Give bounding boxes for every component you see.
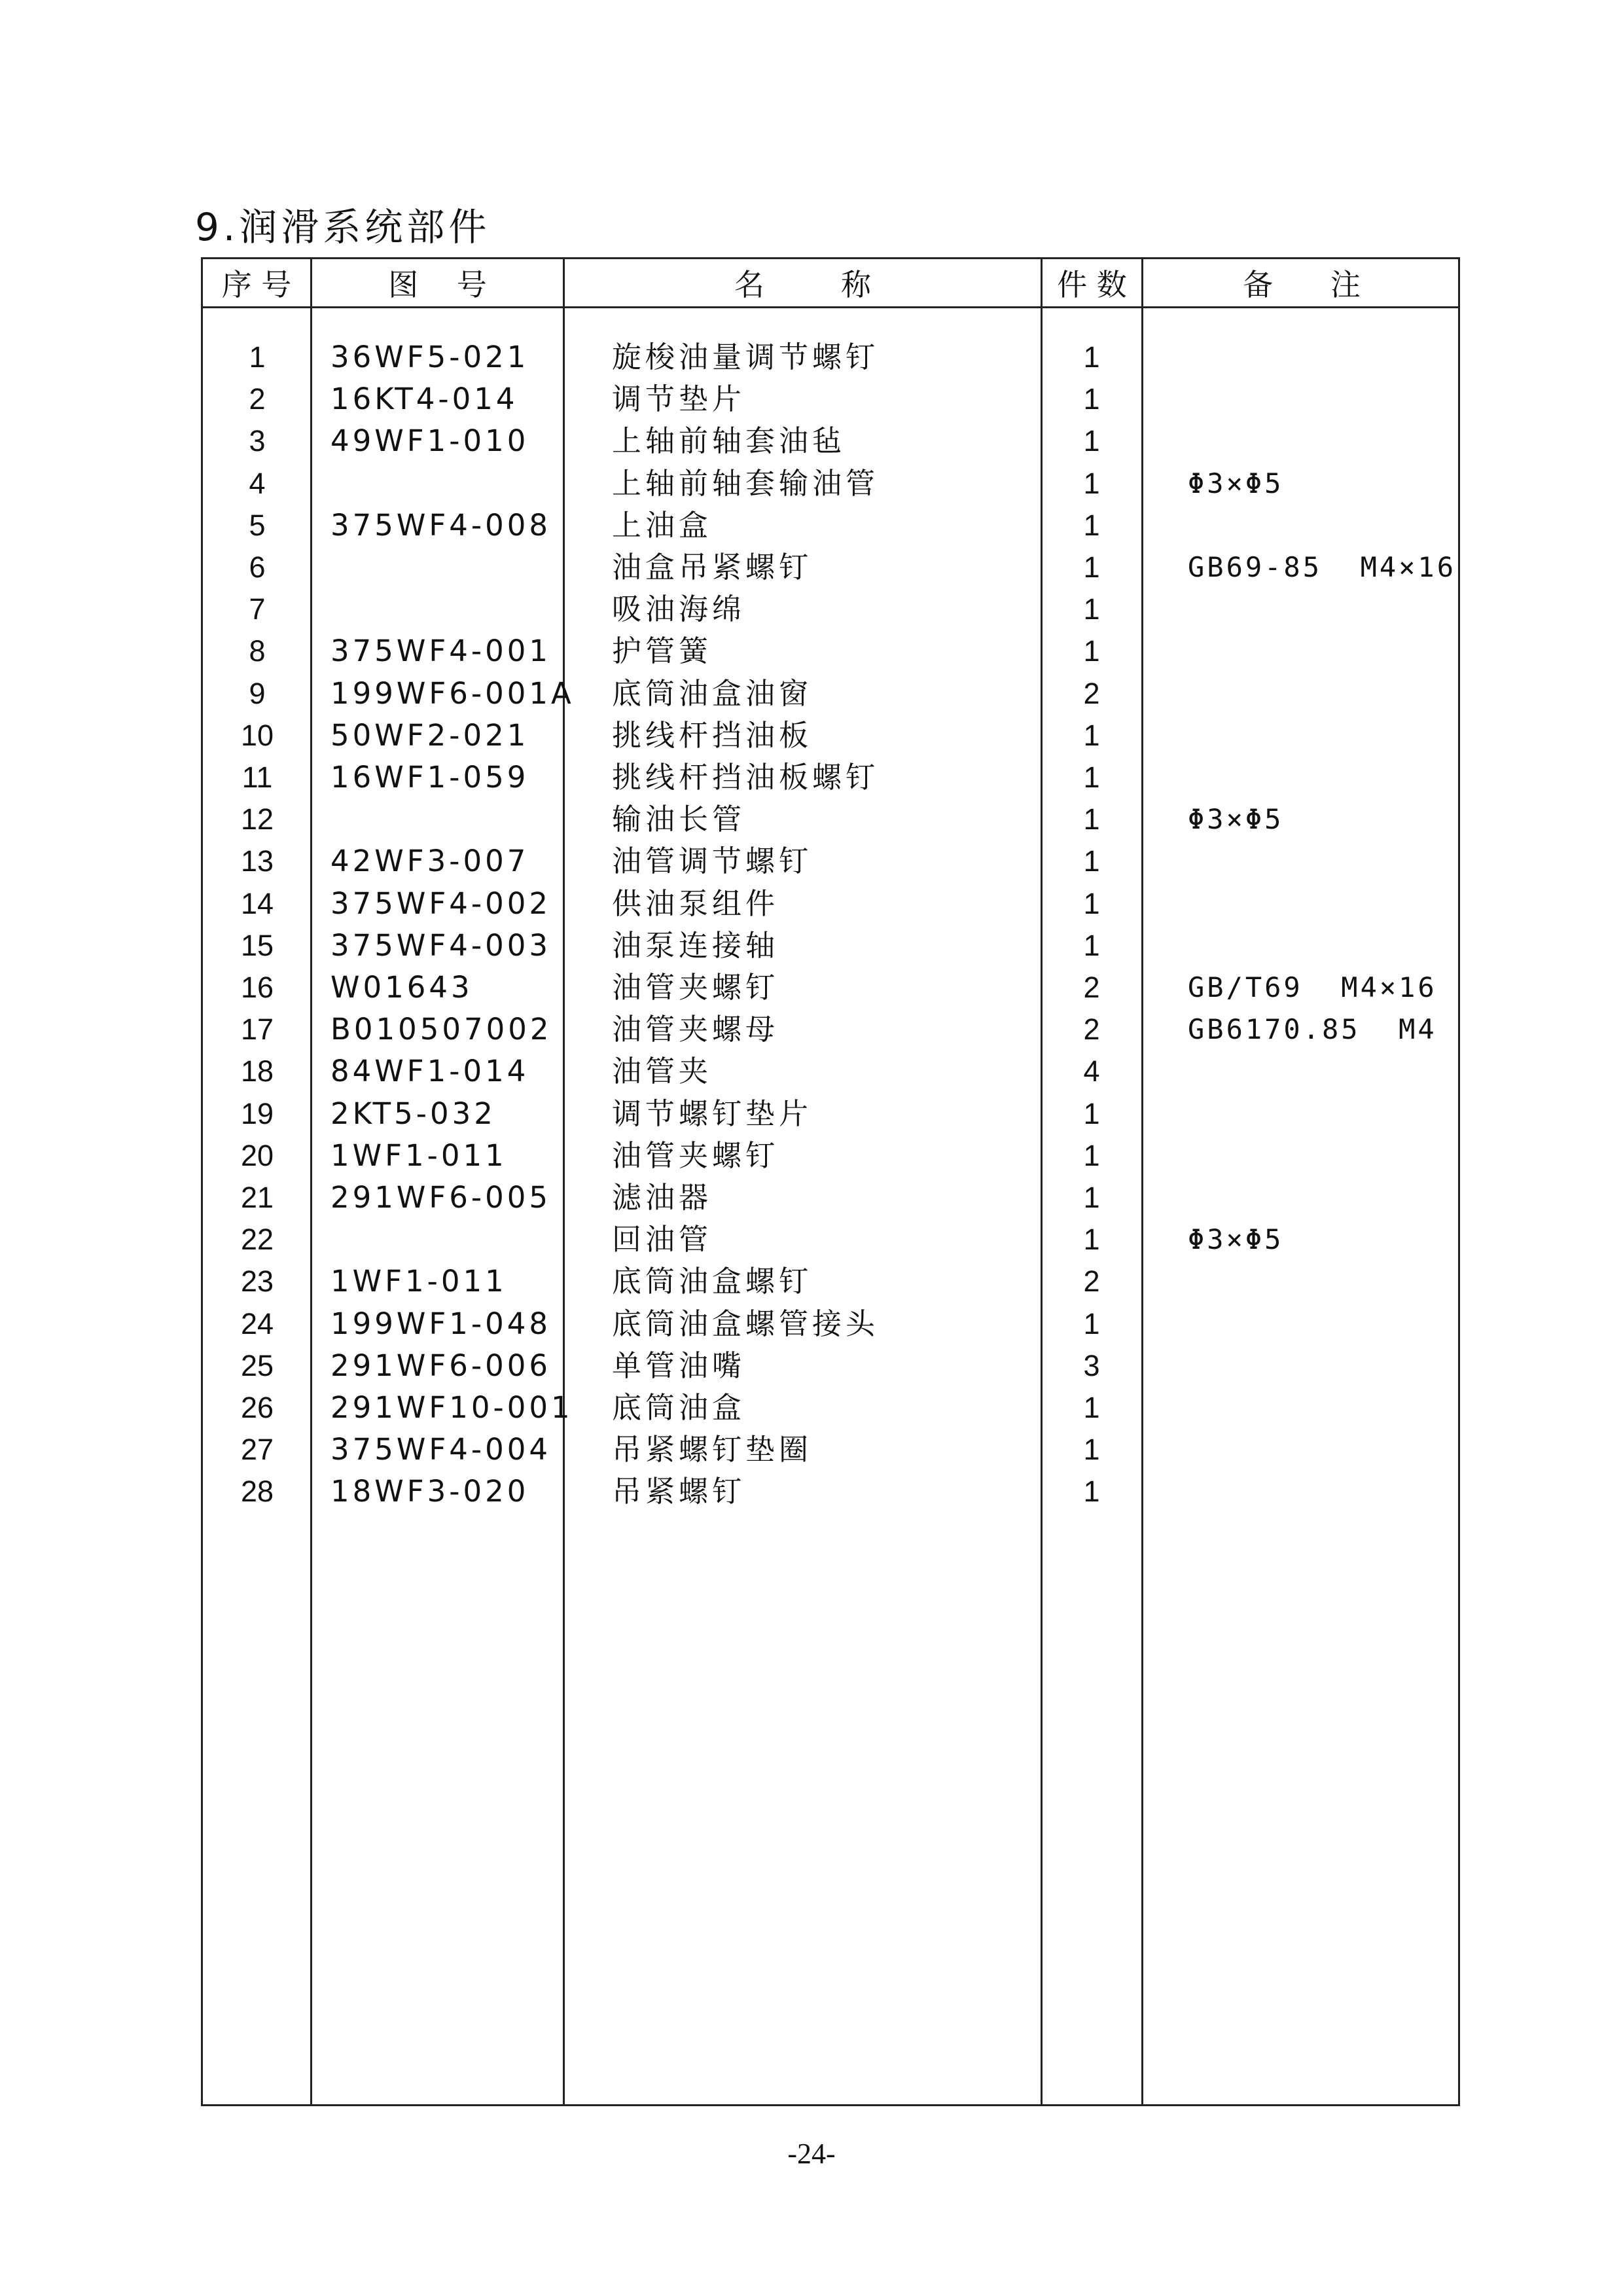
remark: Φ3×Φ5 xyxy=(1188,803,1284,836)
row-number: 26 xyxy=(240,1391,274,1424)
part-name: 底筒油盒 xyxy=(612,1390,746,1425)
part-name: 挑线杆挡油板螺钉 xyxy=(612,760,880,795)
drawing-number xyxy=(330,1219,579,1261)
table-row xyxy=(203,588,1458,630)
row-number: 18 xyxy=(240,1054,274,1088)
quantity: 1 xyxy=(1083,1475,1100,1509)
row-number: 19 xyxy=(240,1096,274,1130)
row-number: 10 xyxy=(240,718,274,752)
part-name: 护管簧 xyxy=(612,634,713,669)
quantity: 1 xyxy=(1083,1181,1100,1214)
row-number: 9 xyxy=(249,676,266,710)
table-row xyxy=(203,1219,1458,1261)
part-name: 吊紧螺钉垫圈 xyxy=(612,1432,813,1467)
header-name: 名 称 xyxy=(734,267,871,302)
remark xyxy=(1188,1471,1463,1513)
header-no: 序 号 xyxy=(221,267,292,302)
remark xyxy=(1188,925,1463,967)
table-row xyxy=(203,757,1458,798)
part-name: 供油泵组件 xyxy=(612,886,779,921)
table-row xyxy=(203,378,1458,420)
remark xyxy=(1188,840,1463,882)
table-row xyxy=(203,840,1458,882)
drawing-number: 1WF1-011 xyxy=(330,1264,507,1299)
part-name: 油管调节螺钉 xyxy=(612,844,813,879)
drawing-number: 36WF5-021 xyxy=(330,340,529,374)
drawing-number: 291WF6-006 xyxy=(330,1348,552,1383)
table-row xyxy=(203,715,1458,757)
drawing-number: 50WF2-021 xyxy=(330,717,529,753)
part-name: 底筒油盒螺管接头 xyxy=(612,1306,880,1341)
part-name: 上轴前轴套输油管 xyxy=(612,465,880,501)
part-name: 油管夹螺母 xyxy=(612,1012,779,1047)
table-row xyxy=(203,1261,1458,1302)
table-row xyxy=(203,798,1458,840)
table-row xyxy=(203,463,1458,505)
part-name: 上轴前轴套油毡 xyxy=(612,423,846,459)
row-number: 1 xyxy=(249,340,266,374)
parts-table xyxy=(201,257,1460,2106)
remark: GB/T69 M4×16 xyxy=(1188,971,1437,1003)
table-row xyxy=(203,1345,1458,1387)
row-number: 21 xyxy=(240,1181,274,1214)
drawing-number: 1WF1-011 xyxy=(330,1138,507,1173)
table-row xyxy=(203,336,1458,378)
quantity: 1 xyxy=(1083,1433,1100,1467)
quantity: 2 xyxy=(1083,971,1100,1004)
drawing-number xyxy=(330,588,579,630)
table-row xyxy=(203,420,1458,462)
row-number: 15 xyxy=(240,928,274,962)
remark xyxy=(1188,1261,1463,1302)
part-name: 挑线杆挡油板 xyxy=(612,717,813,753)
row-number: 23 xyxy=(240,1265,274,1299)
remark xyxy=(1188,1050,1463,1092)
drawing-number xyxy=(330,547,579,588)
remark xyxy=(1188,1345,1463,1387)
part-name: 油管夹螺钉 xyxy=(612,970,779,1005)
quantity: 2 xyxy=(1083,1265,1100,1299)
table-row xyxy=(203,1429,1458,1471)
table-row xyxy=(203,1135,1458,1177)
drawing-number: 291WF6-005 xyxy=(330,1180,552,1215)
remark xyxy=(1188,715,1463,757)
remark xyxy=(1188,883,1463,925)
part-name: 单管油嘴 xyxy=(612,1348,746,1383)
quantity: 1 xyxy=(1083,1138,1100,1172)
drawing-number: 84WF1-014 xyxy=(330,1054,529,1089)
row-number: 24 xyxy=(240,1306,274,1340)
quantity: 1 xyxy=(1083,634,1100,668)
drawing-number: 2KT5-032 xyxy=(330,1096,496,1131)
quantity: 1 xyxy=(1083,550,1100,584)
drawing-number: 375WF4-001 xyxy=(330,634,552,669)
remark xyxy=(1188,1135,1463,1177)
quantity: 1 xyxy=(1083,466,1100,500)
row-number: 11 xyxy=(241,761,273,794)
quantity: 2 xyxy=(1083,676,1100,710)
part-name: 吊紧螺钉 xyxy=(612,1474,746,1509)
remark xyxy=(1188,588,1463,630)
quantity: 1 xyxy=(1083,382,1100,416)
part-name: 吸油海绵 xyxy=(612,592,746,627)
remark xyxy=(1188,420,1463,462)
table-row xyxy=(203,547,1458,588)
row-number: 5 xyxy=(249,508,266,542)
page-number: -24- xyxy=(787,2138,836,2170)
quantity: 1 xyxy=(1083,1223,1100,1257)
remark xyxy=(1188,505,1463,547)
part-name: 滤油器 xyxy=(612,1180,713,1215)
row-number: 27 xyxy=(240,1433,274,1467)
part-name: 调节垫片 xyxy=(612,382,746,417)
row-number: 4 xyxy=(249,466,266,500)
drawing-number: 16KT4-014 xyxy=(330,382,518,417)
quantity: 4 xyxy=(1083,1054,1100,1088)
drawing-number: 18WF3-020 xyxy=(330,1474,529,1509)
drawing-number: 42WF3-007 xyxy=(330,844,529,879)
drawing-number: 16WF1-059 xyxy=(330,760,529,795)
table-row xyxy=(203,1303,1458,1345)
remark xyxy=(1188,378,1463,420)
row-number: 3 xyxy=(249,424,266,458)
remark xyxy=(1188,757,1463,798)
quantity: 1 xyxy=(1083,592,1100,626)
header-qty: 件 数 xyxy=(1057,267,1127,302)
table-row xyxy=(203,1009,1458,1050)
table-row xyxy=(203,1177,1458,1219)
drawing-number xyxy=(330,798,579,840)
remark xyxy=(1188,1303,1463,1345)
quantity: 1 xyxy=(1083,424,1100,458)
quantity: 1 xyxy=(1083,761,1100,794)
row-number: 22 xyxy=(240,1223,274,1257)
table-row xyxy=(203,925,1458,967)
table-row xyxy=(203,505,1458,547)
quantity: 2 xyxy=(1083,1013,1100,1047)
part-name: 油泵连接轴 xyxy=(612,927,779,963)
quantity: 1 xyxy=(1083,718,1100,752)
remark xyxy=(1188,673,1463,715)
part-name: 底筒油盒油窗 xyxy=(612,675,813,711)
remark xyxy=(1188,1093,1463,1135)
part-name: 上油盒 xyxy=(612,507,713,543)
quantity: 1 xyxy=(1083,886,1100,920)
part-name: 回油管 xyxy=(612,1222,713,1257)
header-drawing: 图 号 xyxy=(388,267,487,302)
remark xyxy=(1188,1387,1463,1429)
remark xyxy=(1188,630,1463,672)
drawing-number: W01643 xyxy=(330,970,473,1005)
drawing-number: B010507002 xyxy=(330,1012,552,1047)
row-number: 13 xyxy=(240,844,274,878)
remark xyxy=(1188,336,1463,378)
quantity: 1 xyxy=(1083,1391,1100,1424)
row-number: 6 xyxy=(249,550,266,584)
table-row xyxy=(203,1050,1458,1092)
table-row xyxy=(203,883,1458,925)
table-row xyxy=(203,1387,1458,1429)
table-row xyxy=(203,967,1458,1009)
remark: Φ3×Φ5 xyxy=(1188,1223,1284,1256)
drawing-number xyxy=(330,463,579,505)
quantity: 3 xyxy=(1083,1348,1100,1382)
part-name: 油管夹 xyxy=(612,1054,713,1089)
row-number: 14 xyxy=(240,886,274,920)
row-number: 17 xyxy=(240,1013,274,1047)
table-row xyxy=(203,1471,1458,1513)
remark xyxy=(1188,1429,1463,1471)
row-number: 2 xyxy=(249,382,266,416)
quantity: 1 xyxy=(1083,844,1100,878)
drawing-number: 291WF10-001 xyxy=(330,1390,573,1425)
remark xyxy=(1188,1177,1463,1219)
section-title: 9.润滑系统部件 xyxy=(195,205,491,249)
row-number: 16 xyxy=(240,971,274,1004)
part-name: 油盒吊紧螺钉 xyxy=(612,550,813,584)
row-number: 12 xyxy=(240,802,274,836)
remark: GB6170.85 M4 xyxy=(1188,1013,1437,1046)
quantity: 1 xyxy=(1083,802,1100,836)
part-name: 油管夹螺钉 xyxy=(612,1138,779,1173)
drawing-number: 49WF1-010 xyxy=(330,423,529,459)
table-row xyxy=(203,673,1458,715)
remark: Φ3×Φ5 xyxy=(1188,467,1284,499)
row-number: 7 xyxy=(249,592,266,626)
row-number: 28 xyxy=(240,1475,274,1509)
row-number: 8 xyxy=(249,634,266,668)
row-number: 25 xyxy=(240,1348,274,1382)
drawing-number: 199WF1-048 xyxy=(330,1306,552,1341)
header-divider xyxy=(203,306,1458,308)
table-row xyxy=(203,630,1458,672)
quantity: 1 xyxy=(1083,928,1100,962)
drawing-number: 375WF4-004 xyxy=(330,1432,552,1467)
table-row xyxy=(203,1093,1458,1135)
drawing-number: 375WF4-002 xyxy=(330,886,552,921)
remark: GB69-85 M4×16 xyxy=(1188,551,1457,583)
part-name: 底筒油盒螺钉 xyxy=(612,1264,813,1299)
quantity: 1 xyxy=(1083,1096,1100,1130)
row-number: 20 xyxy=(240,1138,274,1172)
part-name: 旋梭油量调节螺钉 xyxy=(612,340,880,374)
part-name: 输油长管 xyxy=(612,802,746,837)
quantity: 1 xyxy=(1083,1306,1100,1340)
header-remark: 备 注 xyxy=(1243,267,1361,302)
quantity: 1 xyxy=(1083,508,1100,542)
drawing-number: 375WF4-003 xyxy=(330,927,552,963)
quantity: 1 xyxy=(1083,340,1100,374)
drawing-number: 375WF4-008 xyxy=(330,507,552,543)
part-name: 调节螺钉垫片 xyxy=(612,1096,813,1131)
drawing-number: 199WF6-001A xyxy=(330,675,575,711)
